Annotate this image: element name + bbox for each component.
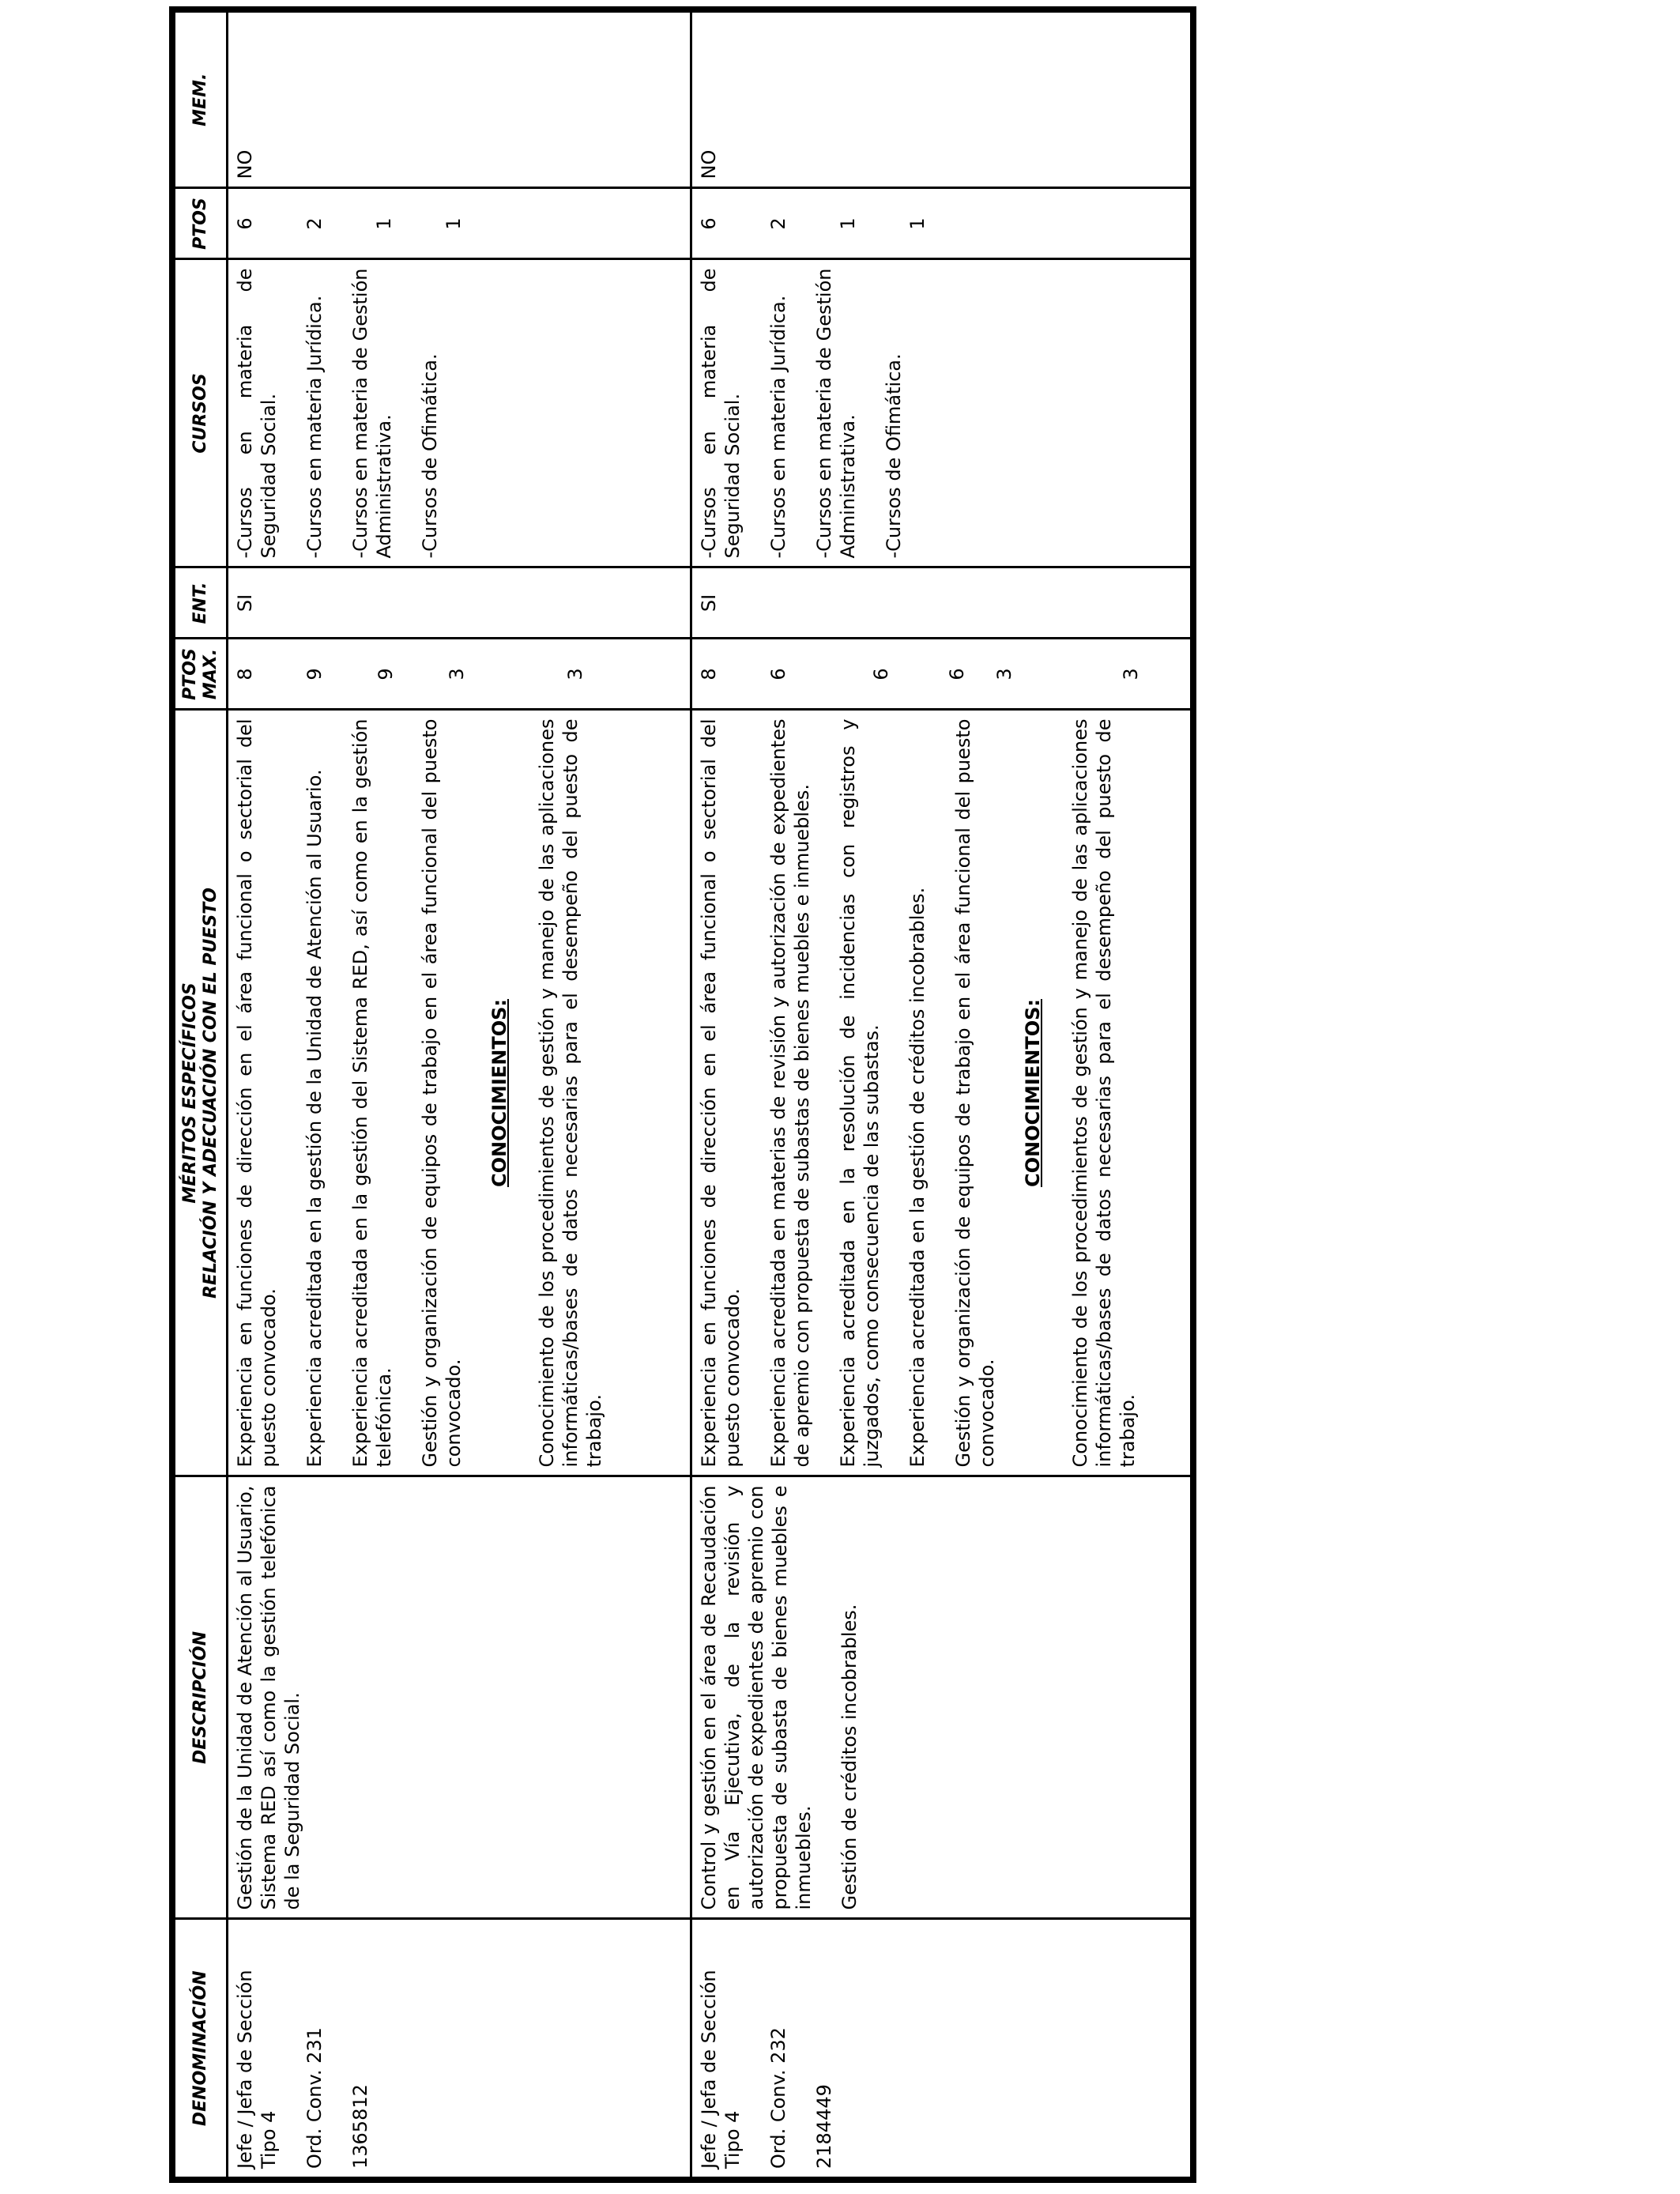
descripcion-text: Gestión de la Unidad de Atención al Usuario, Sistema RED así como la gestión telefónica de la Seguridad Social. [234,1485,303,1910]
merito-text: Experiencia acreditada en materias de revisión y autorización de expedientes de apremio con propuesta de subastas de bienes muebles e inmuebles. [767,718,814,1468]
ptos-max-value: 6 [870,668,893,680]
ptos-cell [691,188,1193,259]
ptos-max-value: 6 [767,668,790,680]
meritos-cell [691,710,1193,1476]
ptos-cell [228,188,691,259]
merito-text: Experiencia acreditada en la gestión de créditos incobrables. [906,887,929,1468]
codigo-text: 1365812 [349,2084,371,2169]
header-ptos: PTOS [172,188,228,259]
codigo-text: 2184449 [813,2084,836,2169]
ptos-value: 1 [373,217,395,230]
ptos-value: 6 [698,217,721,230]
plazas-table [169,6,1196,2183]
header-denominacion: DENOMINACIÓN [172,1919,228,2180]
convocatoria-text: Ord. Conv. 231 [303,2027,326,2169]
ptos-max-cell [228,639,691,710]
denominacion-cell [691,1919,1193,2180]
conocimientos-text: Conocimiento de los procedimientos de gestión y manejo de las aplicaciones informáticas/bases de datos necesarias para el desempeño del puesto de trabajo. [536,718,605,1468]
header-meritos-line1: MÉRITOS ESPECÍFICOS [180,982,200,1204]
ptos-value: 2 [303,217,326,230]
conocimientos-title: CONOCIMIENTOS: [488,999,510,1187]
merito-text: Experiencia en funciones de dirección en el área funcional o sectorial del puesto convocado. [234,718,280,1468]
header-row [172,9,228,2180]
cursos-cell [228,259,691,567]
ent-cell [228,567,691,639]
meritos-cell [228,710,691,1476]
header-ptos-max-line2: MAX. [201,648,220,700]
ptos-max-value: 3 [993,668,1016,680]
header-meritos-line2: RELACIÓN Y ADECUACIÓN CON EL PUESTO [201,887,220,1299]
descripcion-cell [228,1476,691,1919]
ptos-max-value: 8 [234,668,256,680]
table-row [228,9,691,2180]
table-row [691,9,1193,2180]
curso-text: -Cursos de Ofimática. [883,353,906,559]
mem-cell [228,9,691,188]
merito-text: Experiencia en funciones de dirección en el área funcional o sectorial del puesto convocado. [698,718,744,1468]
ent-value: SI [698,594,721,613]
denominacion-text: Jefe / Jefa de Sección Tipo 4 [698,1970,744,2169]
curso-text: -Cursos en materia de Seguridad Social. [234,268,280,559]
ptos-value: 6 [234,217,256,230]
merito-text: Gestión y organización de equipos de trabajo en el área funcional del puesto convocado. [952,718,999,1468]
convocatoria-text: Ord. Conv. 232 [767,2027,790,2169]
header-ptos-max-line1: PTOS [180,648,200,700]
ptos-max-value: 3 [1120,668,1143,680]
curso-text: -Cursos de Ofimática. [419,353,441,559]
ptos-max-value: 3 [446,668,468,680]
header-ent: ENT. [172,567,228,639]
conocimientos-title: CONOCIMIENTOS: [1022,999,1045,1187]
header-meritos [172,710,228,1476]
header-ptos-max [172,639,228,710]
descripcion-text: Control y gestión en el área de Recaudación en Vía Ejecutiva, de la revisión y autorización de expedientes de apremio con propuesta de subasta de bienes muebles e inmuebles. [698,1485,816,1910]
ent-value: SI [234,594,256,613]
curso-text: -Cursos en materia Jurídica. [767,295,790,559]
curso-text: -Cursos en materia de Gestión Administrativa. [349,268,395,559]
header-cursos: CURSOS [172,259,228,567]
merito-text: Experiencia acreditada en la gestión del Sistema RED, así como en la gestión telefónica. [349,718,395,1468]
mem-value: NO [234,149,256,179]
merito-text: Gestión y organización de equipos de trabajo en el área funcional del puesto convocado. [419,718,465,1468]
denominacion-text: Jefe / Jefa de Sección Tipo 4 [234,1970,280,2169]
rotated-sheet [169,13,1196,2183]
ptos-max-value: 9 [303,668,326,680]
header-mem: MEM. [172,9,228,188]
merito-text: Experiencia acreditada en la gestión de la Unidad de Atención al Usuario. [303,769,326,1468]
ptos-value: 2 [767,217,790,230]
header-descripcion: DESCRIPCIÓN [172,1476,228,1919]
mem-cell [691,9,1193,188]
curso-text: -Cursos en materia de Seguridad Social. [698,268,744,559]
descripcion-text: Gestión de créditos incobrables. [838,1604,861,1910]
ptos-value: 1 [443,217,465,230]
curso-text: -Cursos en materia de Gestión Administrativa. [813,268,860,559]
ent-cell [691,567,1193,639]
ptos-max-value: 3 [564,668,586,680]
denominacion-cell [228,1919,691,2180]
curso-text: -Cursos en materia Jurídica. [303,295,326,559]
mem-value: NO [698,149,721,179]
ptos-max-value: 8 [698,668,721,680]
cursos-cell [691,259,1193,567]
ptos-max-value: 6 [946,668,969,680]
merito-text: Experiencia acreditada en la resolución de incidencias con registros y juzgados, como consecuencia de las subastas. [837,718,883,1468]
descripcion-cell [691,1476,1193,1919]
ptos-value: 1 [906,217,929,230]
ptos-max-cell [691,639,1193,710]
ptos-value: 1 [837,217,860,230]
conocimientos-text: Conocimiento de los procedimientos de gestión y manejo de las aplicaciones informáticas/bases de datos necesarias para el desempeño del puesto de trabajo. [1069,718,1139,1468]
ptos-max-value: 9 [375,668,397,680]
